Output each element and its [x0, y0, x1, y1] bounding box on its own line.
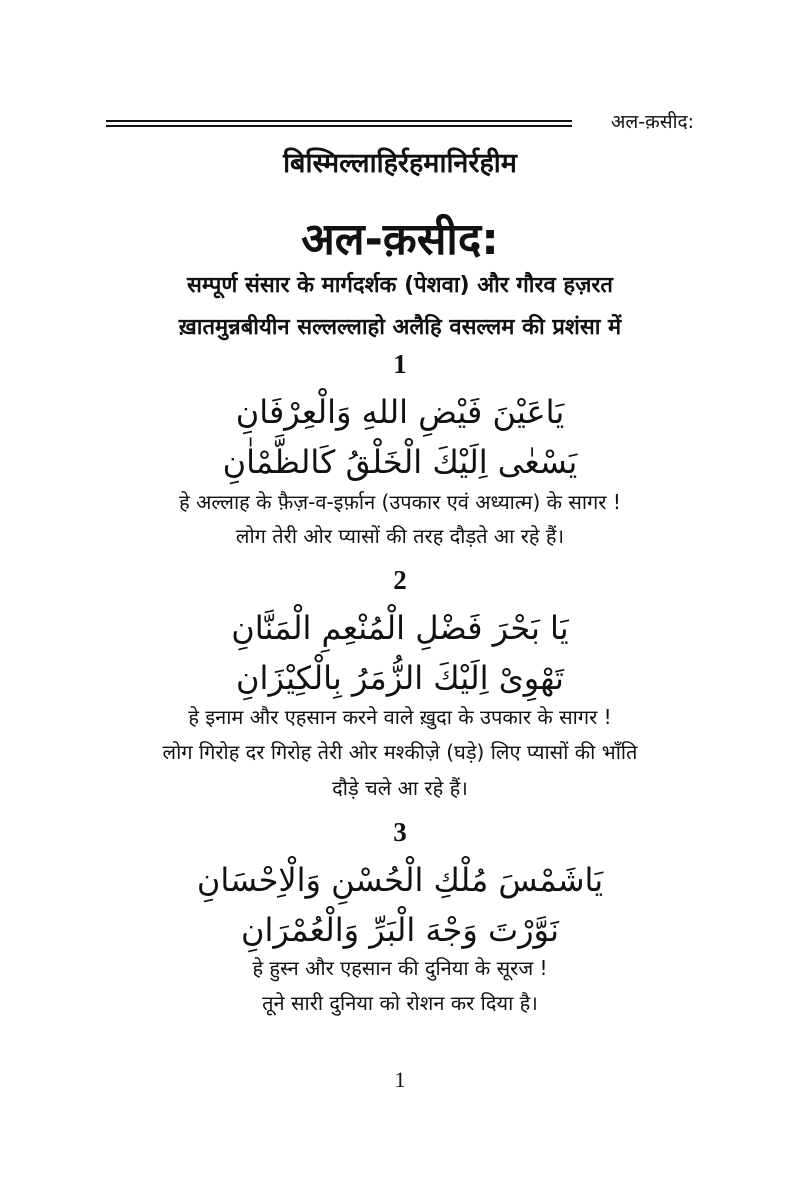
verse-arabic-line: يَاشَمْسَ مُلْكِ الْحُسْنِ وَالْاِحْسَانِ — [196, 861, 604, 899]
bismillah-heading: बिस्मिल्लाहिर्रहमानिर्रहीम — [283, 148, 517, 179]
page-number: 1 — [394, 1067, 406, 1092]
verse-translation-line: हे इनाम और एहसान करने वाले ख़ुदा के उपकार के सागर ! — [188, 705, 612, 729]
verse-translation-line: हे हुस्न और एहसान की दुनिया के सूरज ! — [252, 956, 548, 980]
verse-arabic-line: يَاعَيْنَ فَيْضِ اللهِ وَالْعِرْفَانِ — [235, 393, 565, 431]
header-rule-line-top — [106, 120, 572, 122]
verse-translation-line: तूने सारी दुनिया को रोशन कर दिया है। — [262, 991, 538, 1015]
verse-translation-line: लोग तेरी ओर प्यासों की तरह दौड़ते आ रहे हैं। — [235, 524, 565, 548]
running-header — [106, 108, 694, 138]
header-rule-line-bottom — [106, 125, 572, 127]
verse-translation-line: हे अल्लाह के फ़ैज़-व-इर्फ़ान (उपकार एवं अध्यात्म) के सागर ! — [179, 490, 621, 514]
verse-translation-line: दौड़े चले आ रहे हैं। — [332, 776, 468, 800]
verse-number: 2 — [393, 565, 407, 595]
verse-number: 3 — [393, 817, 407, 847]
verse-arabic-line: يَا بَحْرَ فَضْلِ الْمُنْعِمِ الْمَنَّانِ — [231, 609, 569, 647]
subtitle-line-2: ख़ातमुन्नबीयीन सल्लल्लाहो अलैहि वसल्लम की प्रशंसा में — [178, 315, 622, 340]
subtitle-line-1: सम्पूर्ण संसार के मार्गदर्शक (पेशवा) और गौरव हज़रत — [187, 273, 613, 298]
page-title: अल-क़सीद: — [301, 214, 499, 265]
running-title: अल-क़सीद: — [610, 111, 694, 133]
header-double-rule — [106, 120, 572, 130]
verse-arabic-line: يَسْعٰى اِلَيْكَ الْخَلْقُ كَالظَّمْاٰنِ — [222, 443, 578, 481]
verse-translation-line: लोग गिरोह दर गिरोह तेरी ओर मश्कीज़े (घड़े) लिए प्यासों की भाँति — [162, 740, 638, 764]
verse-number: 1 — [393, 349, 407, 379]
verse-arabic-line: تَهْوِىْ اِلَيْكَ الزُّمَرُ بِالْكِيْزَانِ — [236, 659, 564, 697]
verse-arabic-line: نَوَّرْتَ وَجْهَ الْبَرِّ وَالْعُمْرَانِ — [241, 911, 559, 949]
